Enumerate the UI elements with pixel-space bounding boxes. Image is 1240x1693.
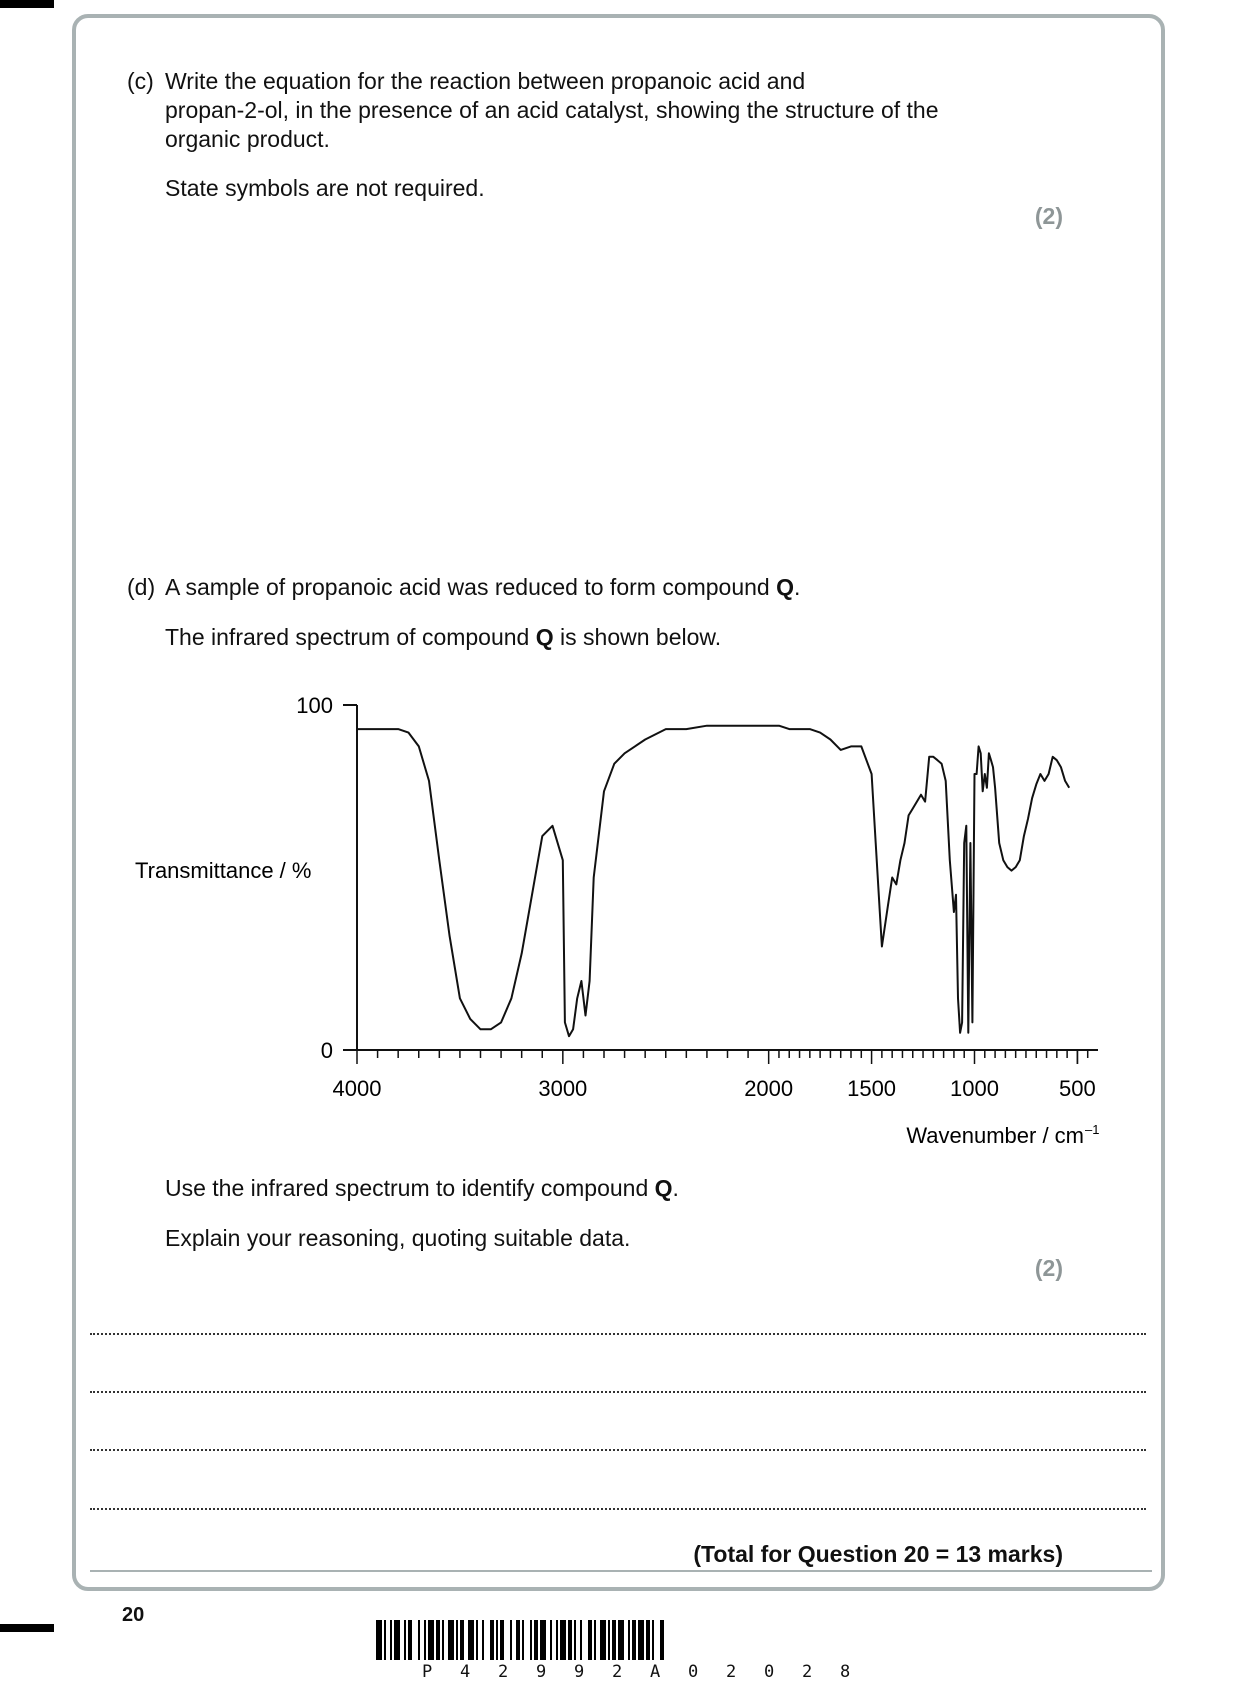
page-edge-mark-bottom xyxy=(0,1624,54,1632)
barcode-bar xyxy=(482,1620,484,1660)
compound-q: Q xyxy=(654,1175,673,1201)
spectrum-text-start: The infrared spectrum of compound xyxy=(165,624,536,650)
barcode-bar xyxy=(588,1620,592,1660)
barcode-bar xyxy=(530,1620,532,1660)
barcode-bar xyxy=(448,1620,454,1660)
barcode-bar xyxy=(476,1620,478,1660)
part-d-spectrum-text xyxy=(165,623,721,652)
part-d-task xyxy=(165,1174,679,1203)
answer-line-1[interactable] xyxy=(90,1333,1146,1335)
barcode-bar xyxy=(638,1620,644,1660)
barcode-character: 2 xyxy=(802,1662,813,1682)
part-c-marks: (2) xyxy=(1034,203,1063,229)
barcode-bar xyxy=(394,1620,400,1660)
barcode-bar xyxy=(404,1620,406,1660)
barcode-bar xyxy=(468,1620,474,1660)
compound-q: Q xyxy=(535,624,554,650)
x-tick-label: 2000 xyxy=(744,1076,794,1101)
barcode-bar xyxy=(390,1620,392,1660)
barcode-character: 2 xyxy=(612,1662,623,1682)
barcode-bar xyxy=(540,1620,546,1660)
barcode-bar xyxy=(600,1620,606,1660)
page-number: 20 xyxy=(122,1604,145,1626)
barcode-bar xyxy=(612,1620,616,1660)
barcode-character: 8 xyxy=(840,1662,851,1682)
barcode-bar xyxy=(460,1620,464,1660)
spectrum-text-end: is shown below. xyxy=(553,624,722,650)
barcode-bar xyxy=(516,1620,520,1660)
compound-q: Q xyxy=(776,574,795,600)
ir-spectrum-chart xyxy=(120,680,1120,1160)
barcode-bar xyxy=(436,1620,440,1660)
barcode-character: A xyxy=(650,1662,661,1682)
part-c-line-2: propan-2-ol, in the presence of an acid catalyst, showing the structure of the xyxy=(165,97,939,123)
part-c-label: (c) xyxy=(127,68,154,94)
barcode-bar xyxy=(608,1620,610,1660)
barcode-bar xyxy=(522,1620,524,1660)
barcode-bar xyxy=(550,1620,552,1660)
y-axis-label: Transmittance / % xyxy=(135,858,312,883)
barcode-character: 2 xyxy=(498,1662,509,1682)
x-tick-label: 1000 xyxy=(950,1076,999,1101)
task-text-start: Use the infrared spectrum to identify compound xyxy=(165,1175,655,1201)
task-text-end: . xyxy=(672,1175,679,1201)
answer-line-4[interactable] xyxy=(90,1508,1146,1510)
bottom-rule xyxy=(90,1570,1152,1572)
barcode-character: 4 xyxy=(460,1662,471,1682)
barcode-bar xyxy=(424,1620,426,1660)
page-edge-mark-top xyxy=(0,0,54,8)
part-d-intro xyxy=(165,573,800,602)
barcode-bar xyxy=(496,1620,498,1660)
barcode-bar xyxy=(510,1620,512,1660)
barcode-character: 0 xyxy=(764,1662,775,1682)
barcode-bar xyxy=(560,1620,566,1660)
barcode-bar xyxy=(646,1620,650,1660)
barcode-bar xyxy=(442,1620,444,1660)
part-d-label: (d) xyxy=(127,574,156,600)
barcode-character: 9 xyxy=(574,1662,585,1682)
barcode-bar xyxy=(418,1620,420,1660)
barcode xyxy=(376,1620,860,1660)
barcode-bar xyxy=(500,1620,504,1660)
barcode-bar xyxy=(594,1620,596,1660)
barcode-bar xyxy=(580,1620,582,1660)
barcode-bar xyxy=(376,1620,382,1660)
barcode-bar xyxy=(574,1620,576,1660)
part-c-line-3: organic product. xyxy=(165,126,330,152)
barcode-bar xyxy=(556,1620,558,1660)
barcode-character: 9 xyxy=(536,1662,547,1682)
y-tick-label: 0 xyxy=(320,1038,333,1063)
answer-line-3[interactable] xyxy=(90,1449,1146,1451)
part-c-note: State symbols are not required. xyxy=(165,175,485,201)
barcode-bar xyxy=(490,1620,494,1660)
barcode-bar xyxy=(408,1620,412,1660)
x-tick-label: 4000 xyxy=(332,1076,382,1101)
part-d-explain: Explain your reasoning, quoting suitable data. xyxy=(165,1225,631,1251)
part-d-intro-text: A sample of propanoic acid was reduced to form compound xyxy=(165,574,777,600)
barcode-bar xyxy=(384,1620,386,1660)
barcode-character: P xyxy=(422,1662,433,1682)
barcode-bar xyxy=(456,1620,458,1660)
part-c-line-1: Write the equation for the reaction between propanoic acid and xyxy=(165,68,806,94)
barcode-bar xyxy=(568,1620,572,1660)
barcode-bar xyxy=(660,1620,664,1660)
barcode-character: 2 xyxy=(726,1662,737,1682)
spectrum-line xyxy=(357,726,1069,1036)
y-tick-label: 100 xyxy=(296,693,333,718)
barcode-bar xyxy=(632,1620,636,1660)
x-axis-label-sup: –1 xyxy=(1085,1122,1100,1137)
barcode-bar xyxy=(652,1620,654,1660)
barcode-bar xyxy=(618,1620,624,1660)
x-tick-label: 1500 xyxy=(847,1076,897,1101)
barcode-character: 0 xyxy=(688,1662,699,1682)
barcode-bar xyxy=(428,1620,434,1660)
x-tick-label: 500 xyxy=(1059,1076,1096,1101)
barcode-bar xyxy=(534,1620,538,1660)
x-axis-label: Wavenumber / cm xyxy=(906,1123,1084,1148)
answer-line-2[interactable] xyxy=(90,1391,1146,1393)
part-d-intro-end: . xyxy=(794,574,801,600)
part-d-marks: (2) xyxy=(1034,1255,1063,1281)
x-tick-label: 3000 xyxy=(538,1076,588,1101)
barcode-bar xyxy=(628,1620,630,1660)
question-total: (Total for Question 20 = 13 marks) xyxy=(693,1541,1063,1567)
